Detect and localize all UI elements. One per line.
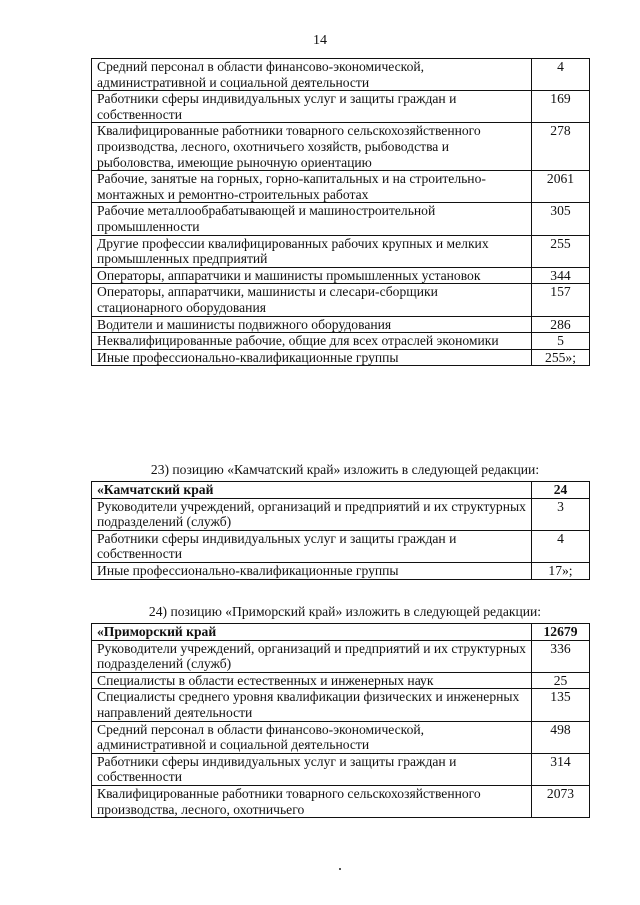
row-label: Водители и машинисты подвижного оборудования [92, 316, 532, 333]
table-row [92, 753, 590, 785]
region-name: «Приморский край [92, 624, 532, 641]
row-label: Операторы, аппаратчики и машинисты промышленных установок [92, 267, 532, 284]
row-value: 4 [532, 59, 590, 91]
row-label: Работники сферы индивидуальных услуг и защиты граждан и собственности [92, 753, 532, 785]
row-label: Работники сферы индивидуальных услуг и защиты граждан и собственности [92, 530, 532, 562]
table-row [92, 91, 590, 123]
row-label: Квалифицированные работники товарного сельскохозяйственного производства, лесного, охотничьего [92, 785, 532, 817]
region-name: «Камчатский край [92, 482, 532, 499]
occupation-table-1 [91, 58, 590, 366]
amendment-note-24: 24) позицию «Приморский край» изложить в следующей редакции: [148, 604, 542, 619]
row-value: 336 [532, 640, 590, 672]
row-label: Неквалифицированные рабочие, общие для всех отраслей экономики [92, 333, 532, 350]
table-row [92, 640, 590, 672]
row-label: Специалисты среднего уровня квалификации физических и инженерных направлений деятельности [92, 689, 532, 721]
table-row [92, 235, 590, 267]
row-label: Средний персонал в области финансово-экономической, административной и социальной деятельности [92, 721, 532, 753]
table-row [92, 267, 590, 284]
row-value: 169 [532, 91, 590, 123]
table-row [92, 349, 590, 366]
table-row [92, 316, 590, 333]
row-label: Средний персонал в области финансово-экономической, административной и социальной деятельности [92, 59, 532, 91]
row-value: 278 [532, 123, 590, 171]
table-row [92, 203, 590, 235]
table-row [92, 672, 590, 689]
row-label: Работники сферы индивидуальных услуг и защиты граждан и собственности [92, 91, 532, 123]
row-value: 255 [532, 235, 590, 267]
page-mark [339, 868, 341, 870]
row-value: 2073 [532, 785, 590, 817]
table-row [92, 498, 590, 530]
page-number: 14 [313, 33, 327, 48]
row-value: 4 [532, 530, 590, 562]
row-value: 305 [532, 203, 590, 235]
row-label: Специалисты в области естественных и инженерных наук [92, 672, 532, 689]
row-value: 3 [532, 498, 590, 530]
row-value: 17»; [532, 562, 590, 579]
amendment-note-23: 23) позицию «Камчатский край» изложить в следующей редакции: [150, 462, 540, 477]
row-label: Рабочие, занятые на горных, горно-капитальных и на строительно-монтажных и ремонтно-строительных работах [92, 171, 532, 203]
row-value: 135 [532, 689, 590, 721]
table-row [92, 721, 590, 753]
row-value: 157 [532, 284, 590, 316]
row-value: 498 [532, 721, 590, 753]
row-value: 286 [532, 316, 590, 333]
kamchatka-table [91, 481, 590, 580]
table-row [92, 562, 590, 579]
row-label: Иные профессионально-квалификационные группы [92, 349, 532, 366]
table-header-row [92, 482, 590, 499]
row-value: 2061 [532, 171, 590, 203]
table-row [92, 171, 590, 203]
table-row [92, 689, 590, 721]
primorsky-table [91, 623, 590, 818]
row-value: 344 [532, 267, 590, 284]
row-label: Другие профессии квалифицированных рабочих крупных и мелких промышленных предприятий [92, 235, 532, 267]
row-value: 314 [532, 753, 590, 785]
row-label: Рабочие металлообрабатывающей и машиностроительной промышленности [92, 203, 532, 235]
row-value: 25 [532, 672, 590, 689]
row-label: Руководители учреждений, организаций и предприятий и их структурных подразделений (служб) [92, 498, 532, 530]
row-value: 5 [532, 333, 590, 350]
row-label: Операторы, аппаратчики, машинисты и слесари-сборщики стационарного оборудования [92, 284, 532, 316]
table-row [92, 59, 590, 91]
table-row [92, 123, 590, 171]
table-row [92, 284, 590, 316]
table-row [92, 530, 590, 562]
row-label: Иные профессионально-квалификационные группы [92, 562, 532, 579]
table-row [92, 333, 590, 350]
table-row [92, 785, 590, 817]
region-total: 12679 [532, 624, 590, 641]
region-total: 24 [532, 482, 590, 499]
table-header-row [92, 624, 590, 641]
row-value: 255»; [532, 349, 590, 366]
row-label: Руководители учреждений, организаций и предприятий и их структурных подразделений (служб) [92, 640, 532, 672]
row-label: Квалифицированные работники товарного сельскохозяйственного производства, лесного, охотничьего хозяйств, рыбоводства и рыболовства, имеющие рыночную ориентацию [92, 123, 532, 171]
